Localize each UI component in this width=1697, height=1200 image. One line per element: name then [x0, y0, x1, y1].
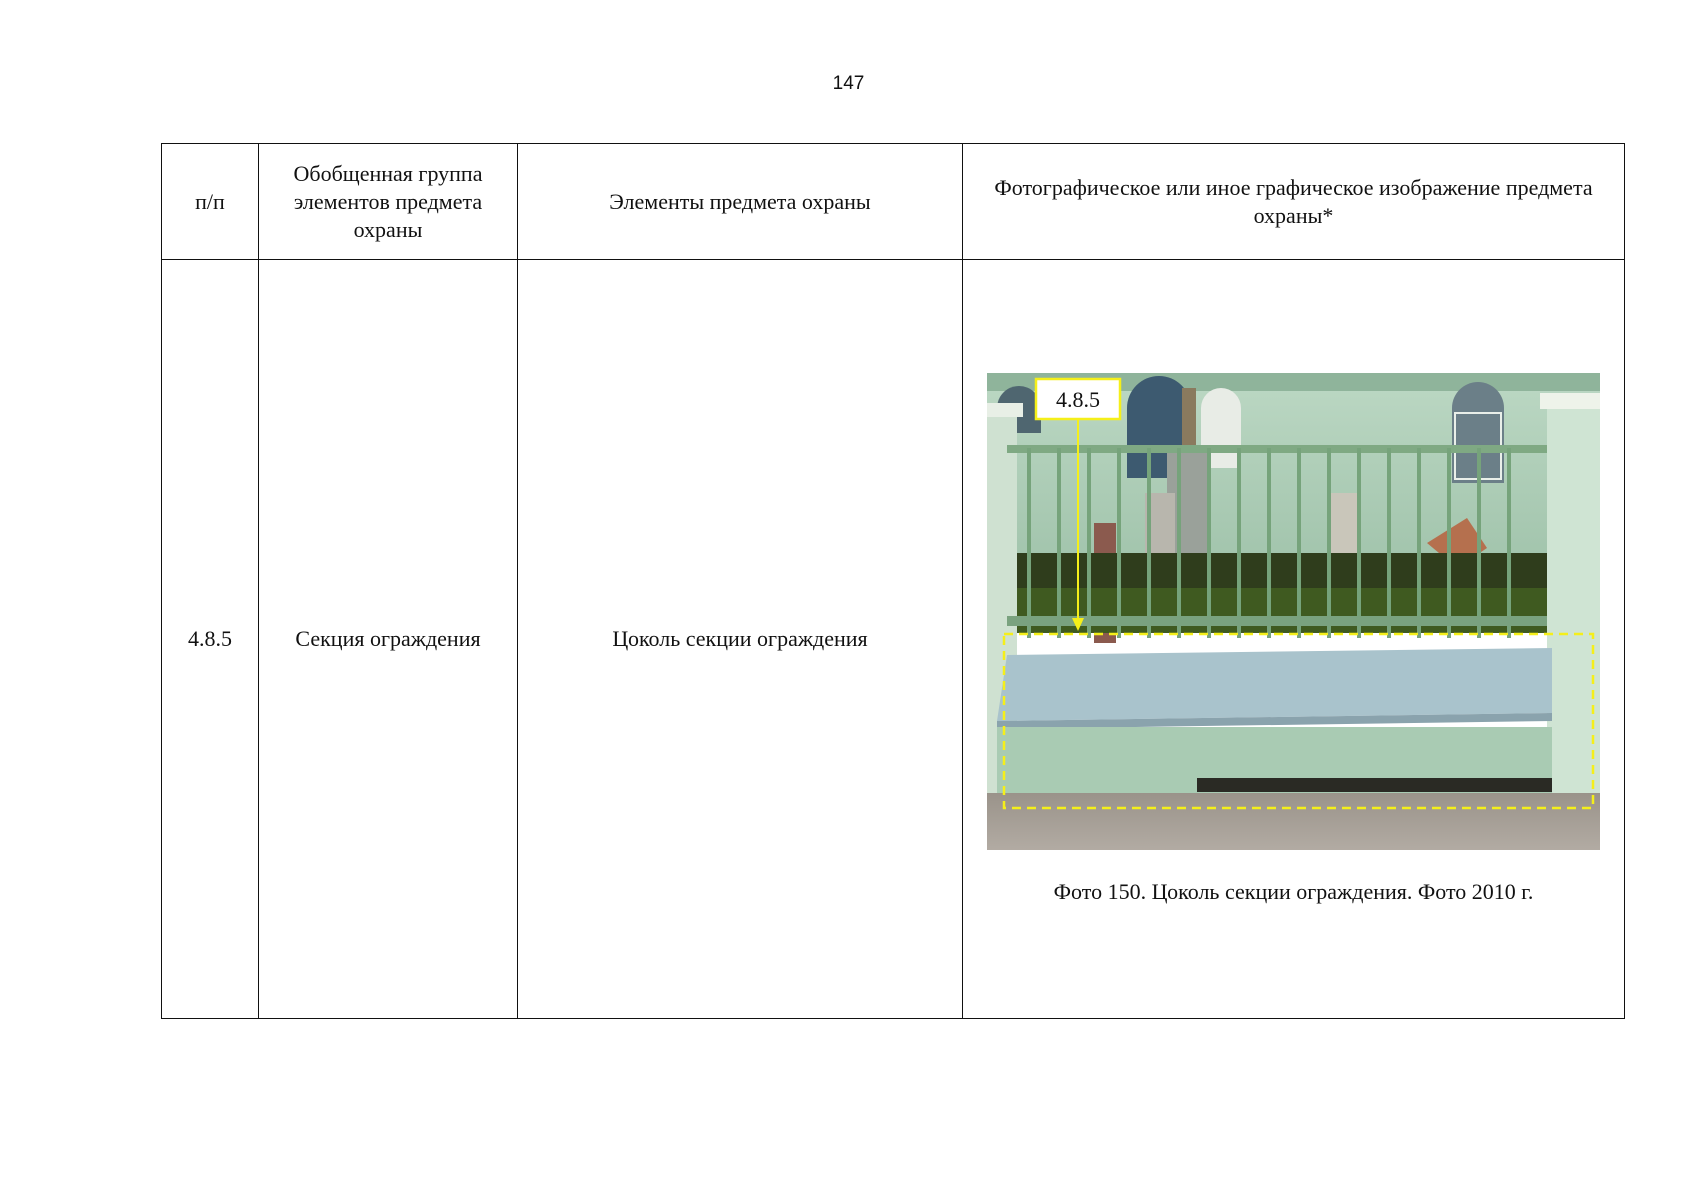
header-elements: Элементы предмета охраны [518, 144, 963, 260]
row-image-cell [963, 260, 1625, 1019]
fence-photo-illustration [987, 373, 1600, 850]
header-number: п/п [162, 144, 259, 260]
photo-label: 4.8.5 [1056, 386, 1100, 412]
table-header-row [162, 144, 1625, 260]
row-group: Секция ограждения [259, 260, 518, 1019]
row-element: Цоколь секции ограждения [518, 260, 963, 1019]
table-row [162, 260, 1625, 1019]
header-image: Фотографическое или иное графическое изображение предмета охраны* [963, 144, 1625, 260]
protection-subject-table [161, 143, 1625, 1019]
photo-caption: Фото 150. Цоколь секции ограждения. Фото 2010 г. [1053, 878, 1534, 904]
fence-photo [987, 373, 1600, 850]
page-number: 147 [832, 73, 865, 94]
header-group: Обобщенная группа элементов предмета охраны [259, 144, 518, 260]
row-number: 4.8.5 [162, 260, 259, 1019]
